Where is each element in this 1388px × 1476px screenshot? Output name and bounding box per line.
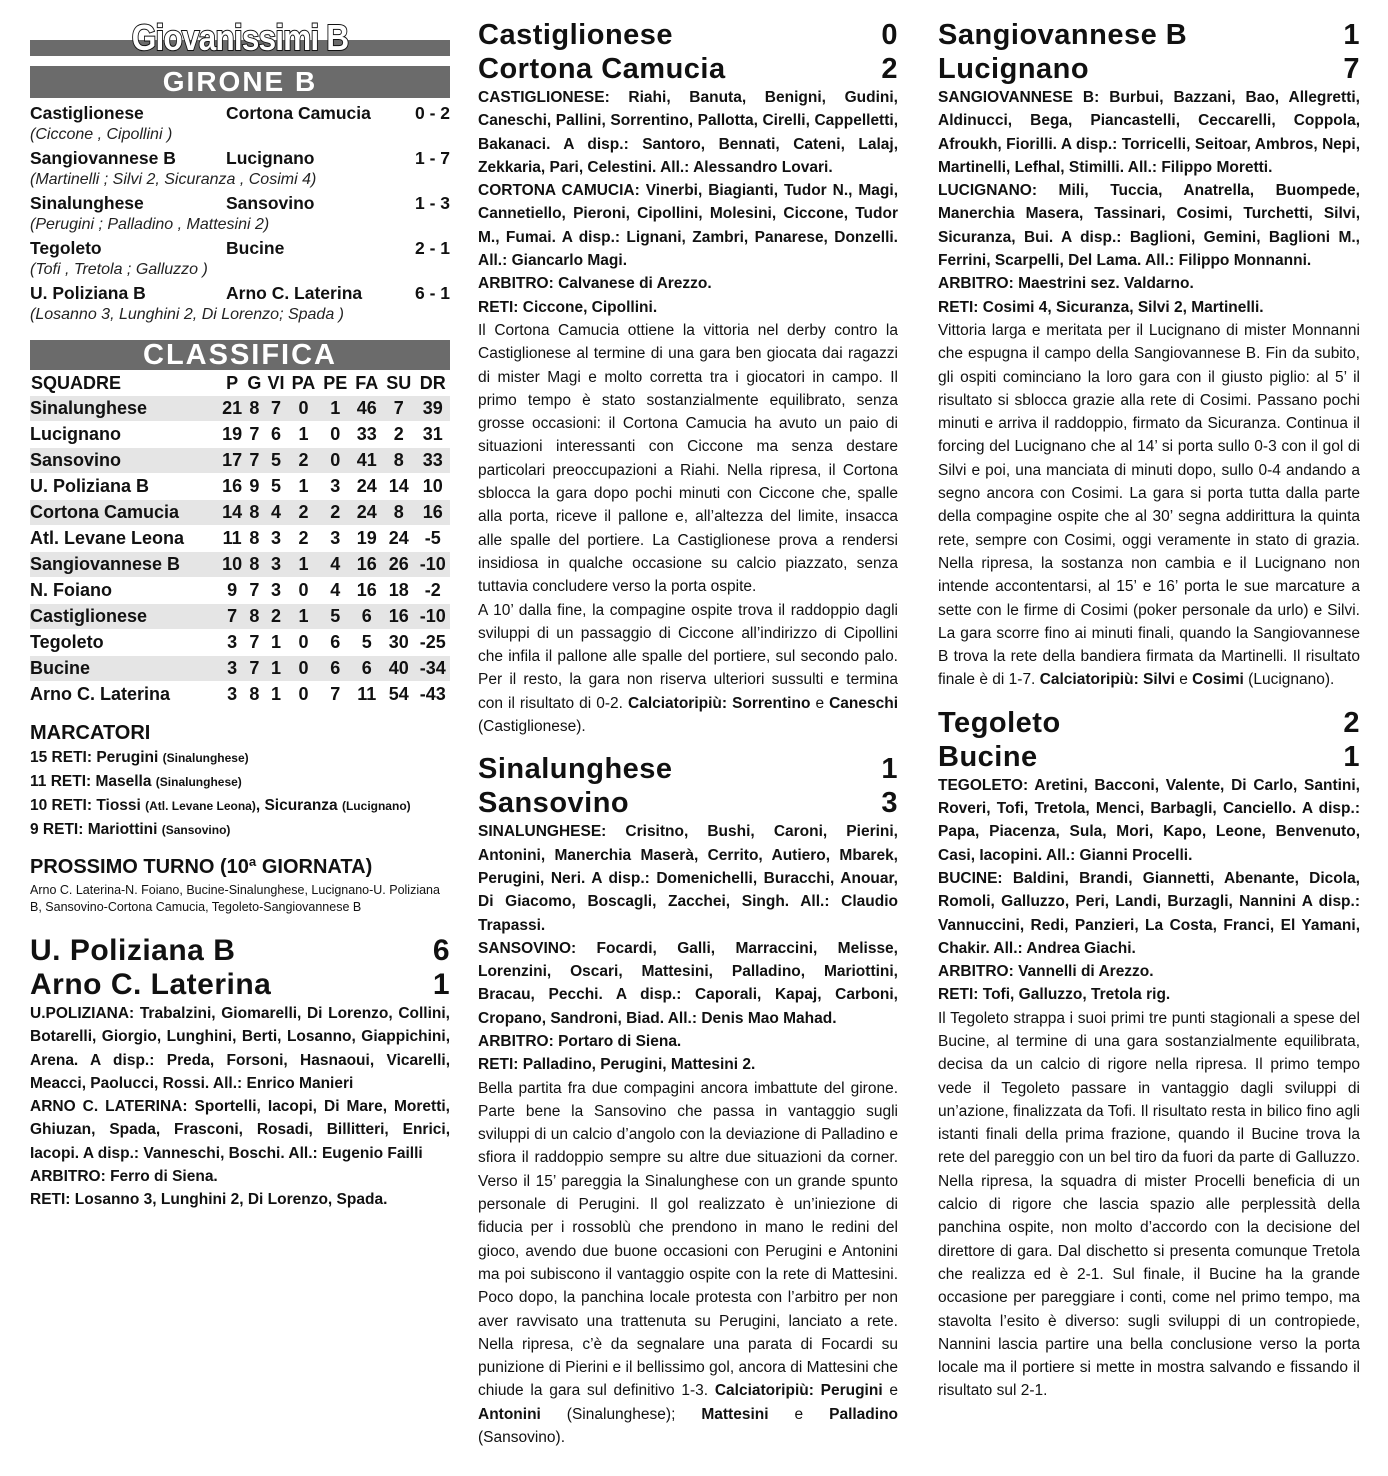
stat-cell: 9: [220, 578, 245, 604]
stat-cell: 0: [288, 630, 320, 656]
conj: e: [1174, 671, 1193, 689]
team-name: Sangiovannese B: [30, 552, 220, 578]
marcatori-line: [30, 770, 450, 794]
stat-cell: 7: [245, 422, 265, 448]
scorers: (Martinelli ; Silvi 2, Sicuranza , Cosimi 4): [30, 171, 317, 188]
match-report: Il Tegoleto strappa i suoi primi tre punti stagionali a spese del Bucine, al termine di una gara sostanzialmente equilibrata, decisa da un calcio di rigore nella ripresa. Il primo tempo vede il Tegoleto passare in vantaggio dagli sviluppi di un’azione, finalizzata da Tofi. Il risultato resta in bilico fino agli istanti finali della prima frazione, quando il Bucine trova la rete del pareggio con un bel tiro da fuori da parte di Galluzzo. Nella ripresa, la squadra di mister Procelli beneficia di un calcio di rigore che lascia spazio alle perplessità della panchina ospite, non molto d’accordo con la decisione del direttore di gara. Dal dischetto si presenta comunque Tretola che realizza ed è 2-1. Sul finale, il Bucine ha la grande occasione per pareggiare i conti, come nel primo tempo, ma stavolta l’esito è diverso: sugli sviluppi di un contropiede, Nannini lascia partire una bella conclusione verso la porta locale ma il portiere si mette in mostra salvando e fissando il risultato sul 2-1.: [938, 1009, 1360, 1400]
stat-cell: 3: [264, 578, 287, 604]
col-header: DR: [419, 372, 446, 393]
reti: RETI: Palladino, Perugini, Mattesini 2.: [478, 1056, 756, 1074]
match-report: Il Cortona Camucia ottiene la vittoria nel derby contro la Castiglionese al termine di una gara ben giocata dai ragazzi di mister Magi e molto corretta tra i giocatori in campo. Il primo tempo è stato sostanzialmente equilibrato, senza grosse occasioni: il Cortona Camucia ha avuto un paio di situazioni interessanti con Ciccone ma senza destare particolari preoccupazioni a Riahi. Nella ripresa, il Cortona sblocca la gara dopo pochi minuti con Ciccone che, spalle alla porta, riceve il pallone e, all’altezza del limite, insacca alle spalle del portiere. La Castiglionese prova a rendersi insidiosa in qualche occasione su calcio piazzato, senza tuttavia concludere verso la porta ospite.: [478, 321, 898, 596]
player: Cosimi: [1192, 671, 1244, 689]
away-team: Lucignano: [938, 53, 1090, 85]
report-text: A 10’ dalla fine, la compagine ospite trova il raddoppio dagli sviluppi di un passaggio di Ciccone all’indirizzo di Cipollini che infila il pallone alle spalle del portiere, sul secondo palo. Per il resto, la gara non riserva ulteriori sussulti e termina con il risultato di 0-2.: [478, 601, 898, 712]
stat-cell: 2: [319, 500, 351, 526]
stat-cell: 6: [319, 630, 351, 656]
stat-cell: 0: [288, 578, 320, 604]
standings-row: [30, 630, 450, 656]
away-team: Cortona Camucia: [478, 53, 726, 85]
stat-cell: 0: [288, 682, 320, 708]
home-score: 6: [432, 934, 450, 967]
score: 0 - 2: [414, 103, 450, 123]
home-score: 1: [881, 753, 898, 786]
stat-cell: 33: [415, 448, 450, 474]
away-team: Arno C. Laterina: [226, 283, 363, 303]
game-header: [938, 706, 1360, 740]
stat-cell: 24: [382, 526, 415, 552]
marcatore-team: (Sinalunghese): [162, 751, 249, 765]
stat-cell: 2: [288, 448, 320, 474]
marcatore: 15 RETI: Perugini: [30, 749, 163, 766]
stat-cell: 19: [220, 422, 245, 448]
home-team: Sangiovannese B: [30, 148, 176, 168]
lineup-home: U.POLIZIANA: Trabalzini, Giomarelli, Di Lorenzo, Collini, Botarelli, Giorgio, Lunghini, Berti, Losanno, Giappichini, Arena. A disp.: Preda, Forsoni, Hasnaoui, Vicarelli, Meacci, Paolucci, Rossi. All.: Enrico Manieri: [30, 1005, 450, 1092]
stat-cell: 26: [382, 552, 415, 578]
stat-cell: 8: [382, 500, 415, 526]
stat-cell: 16: [382, 604, 415, 630]
stat-cell: -34: [415, 656, 450, 682]
player: Palladino: [829, 1405, 899, 1423]
stat-cell: 6: [319, 656, 351, 682]
away-score: 7: [1343, 53, 1360, 85]
standings-table: [30, 370, 450, 708]
home-score: 2: [1343, 706, 1360, 739]
score: 1 - 3: [414, 193, 450, 213]
report-text: Vittoria larga e meritata per il Lucignano di mister Monnanni che espugna il campo della Sangiovannese B. Fin da subito, gli ospiti cominciano la loro gara con il giusto piglio: al 5’ il risultato si sblocca grazie alla rete di Cosimi. Passano pochi minuti e arriva il raddoppio, firmato da Sicuranza. Continua il forcing del Lucignano che al 14’ si porta sullo 0-3 con il gol di Silvi e poi, una manciata di minuti dopo, sullo 0-4 andando a segno ancora con Cosimi. La gara si porta tutta dalla parte della compagine ospite che al 30’ segna addirittura la quinta rete, sempre con Cosimi, oggi veramente in stato di grazia. Nella ripresa, la sostanza non cambia e il Lucignano non intende accontentarsi, al 15’ e 16’ porta le sue marcature a sette con le firme di Cosimi (poker personale da urlo) e Silvi. La gara scorre fino ai minuti finali, quando la Sangiovannese B trova la rete della bandiera firmata da Martinelli. Il risultato finale è di 1-7.: [938, 321, 1360, 689]
reti: RETI: Cosimi 4, Sicuranza, Silvi 2, Martinelli.: [938, 298, 1264, 316]
classifica-header: CLASSIFICA: [30, 340, 450, 370]
stat-cell: 8: [245, 500, 265, 526]
marcatori-line: [30, 746, 450, 770]
stat-cell: 8: [245, 552, 265, 578]
home-team: Castiglionese: [478, 19, 674, 51]
team-name: Sansovino: [30, 448, 220, 474]
col-header: G: [247, 372, 262, 393]
away-team: Bucine: [226, 238, 285, 258]
team: (Castiglionese).: [478, 718, 586, 736]
stat-cell: 10: [415, 474, 450, 500]
game-header: [938, 740, 1360, 774]
stat-cell: -10: [415, 604, 450, 630]
stat-cell: 1: [264, 682, 287, 708]
prossimo-turno-title: PROSSIMO TURNO (10ª GIORNATA): [30, 856, 373, 878]
marcatore-team: (Lucignano): [341, 799, 411, 813]
stat-cell: 7: [245, 656, 265, 682]
stat-cell: 7: [220, 604, 245, 630]
team: (Sansovino).: [478, 1429, 566, 1447]
marcatore: , Sicuranza: [255, 797, 342, 814]
home-team: Sinalunghese: [30, 193, 144, 213]
arbitro: ARBITRO: Vannelli di Arezzo.: [938, 963, 1154, 981]
stat-cell: 6: [351, 604, 382, 630]
score: 1 - 7: [414, 148, 450, 168]
stat-cell: 5: [351, 630, 382, 656]
stat-cell: 0: [288, 656, 320, 682]
arbitro: ARBITRO: Maestrini sez. Valdarno.: [938, 275, 1194, 293]
standings-row: [30, 422, 450, 448]
calciatoripiu-label: Calciatoripiù:: [628, 694, 728, 712]
stat-cell: 3: [319, 474, 351, 500]
marcatore: 10 RETI: Tiossi: [30, 797, 146, 814]
team-name: Bucine: [30, 656, 220, 682]
home-team: U. Poliziana B: [30, 283, 146, 303]
score: 6 - 1: [414, 283, 450, 303]
stat-cell: 5: [319, 604, 351, 630]
stat-cell: 3: [220, 656, 245, 682]
away-team: Bucine: [938, 740, 1038, 773]
lineup-away: BUCINE: Baldini, Brandi, Giannetti, Abenante, Dicola, Romoli, Galluzzo, Peri, Landi, Burzagli, Nannini A disp.: Vannuccini, Redi, Panzieri, La Costa, Franci, El Yamani, Chakir. All.: Andrea Giachi.: [938, 869, 1360, 957]
scorers: (Tofi , Tretola ; Galluzzo ): [30, 261, 208, 278]
marcatore: 9 RETI: Mariottini: [30, 821, 162, 838]
score: 2 - 1: [414, 238, 450, 258]
home-team: Castiglionese: [30, 103, 144, 123]
stat-cell: 8: [382, 448, 415, 474]
team-name: Tegoleto: [30, 630, 220, 656]
standings-row: [30, 526, 450, 552]
standings-row: [30, 448, 450, 474]
stat-cell: 8: [245, 604, 265, 630]
game-header: [30, 968, 450, 1002]
lineup-home: TEGOLETO: Aretini, Bacconi, Valente, Di Carlo, Santini, Roveri, Tofi, Tretola, Menci, Barbagli, Canciello. A disp.: Papa, Piacenza, Sula, Mori, Kapo, Leone, Benvenuto, Casi, Iacopini. All.: Gianni Procelli.: [938, 776, 1360, 864]
stat-cell: 30: [382, 630, 415, 656]
away-score: 1: [1343, 740, 1360, 773]
reti: RETI: Losanno 3, Lunghini 2, Di Lorenzo, Spada.: [30, 1191, 388, 1209]
stat-cell: 9: [245, 474, 265, 500]
game-header: [478, 752, 898, 786]
stat-cell: 2: [288, 526, 320, 552]
result-row: [30, 282, 450, 304]
game-header: [938, 52, 1360, 86]
stat-cell: 14: [382, 474, 415, 500]
reti: RETI: Tofi, Galluzzo, Tretola rig.: [938, 986, 1171, 1004]
stat-cell: 46: [351, 396, 382, 422]
stat-cell: 6: [351, 656, 382, 682]
stat-cell: 39: [415, 396, 450, 422]
col-header: PA: [291, 372, 316, 393]
game-header: [30, 934, 450, 968]
standings-row: [30, 500, 450, 526]
game-header: [478, 18, 898, 52]
marcatore-team: (Sinalunghese): [155, 775, 242, 789]
stat-cell: 7: [382, 396, 415, 422]
conj: e: [768, 1405, 830, 1423]
stat-cell: 1: [319, 396, 351, 422]
lineup-home: SANGIOVANNESE B: Burbui, Bazzani, Bao, Allegretti, Aldinucci, Bega, Piancastelli, Ceccarelli, Coppola, Afroukh, Fiorilli. A disp.: Torricelli, Seitoar, Ambros, Nepi, Martinelli, Lefhal, Stimilli. All.: Filippo Moretti.: [938, 89, 1360, 176]
arbitro: ARBITRO: Ferro di Siena.: [30, 1168, 218, 1186]
game-header: [938, 18, 1360, 52]
stat-cell: 16: [415, 500, 450, 526]
conj: e: [810, 694, 830, 712]
standings-row: [30, 578, 450, 604]
lineup-home: CASTIGLIONESE: Riahi, Banuta, Benigni, Gudini, Caneschi, Pallini, Sorrentino, Pallotta, Cirelli, Cappelletti, Bakanaci. A disp.: Santoro, Bennati, Cateni, Lalaj, Zekkaria, Pari, Celestini. All.: Alessandro Lovari.: [478, 89, 898, 176]
stat-cell: 18: [382, 578, 415, 604]
stat-cell: 4: [319, 552, 351, 578]
stat-cell: -5: [415, 526, 450, 552]
stat-cell: 0: [319, 422, 351, 448]
team-name: Arno C. Laterina: [30, 682, 220, 708]
lineup-away: ARNO C. LATERINA: Sportelli, Iacopi, Di Mare, Moretti, Ghiuzan, Spada, Frasconi, Rosadi, Billitteri, Enrici, Iacopi. A disp.: Vanneschi, Boschi. All.: Eugenio Failli: [30, 1098, 450, 1162]
stat-cell: 2: [288, 500, 320, 526]
away-team: Cortona Camucia: [226, 103, 371, 123]
player: Silvi: [1143, 671, 1175, 689]
marcatori-title: MARCATORI: [30, 722, 151, 744]
marcatore: 11 RETI: Masella: [30, 773, 156, 790]
stat-cell: 1: [288, 474, 320, 500]
stat-cell: 1: [288, 552, 320, 578]
stat-cell: 8: [245, 526, 265, 552]
lineup-away: CORTONA CAMUCIA: Vinerbi, Biagianti, Tudor N., Magi, Cannetiello, Pieroni, Cipollini, Molesini, Ciccone, Tudor M., Fumai. A disp.: Lignani, Zambri, Panarese, Donzelli. All.: Giancarlo Magi.: [478, 182, 898, 270]
stat-cell: 16: [351, 578, 382, 604]
stat-cell: 2: [264, 604, 287, 630]
away-team: Sansovino: [226, 193, 315, 213]
stat-cell: 8: [245, 396, 265, 422]
stat-cell: 3: [220, 630, 245, 656]
standings-row: [30, 396, 450, 422]
stat-cell: 3: [220, 682, 245, 708]
away-team: Arno C. Laterina: [30, 968, 272, 1001]
away-score: 1: [432, 968, 450, 1001]
scorers: (Perugini ; Palladino , Mattesini 2): [30, 216, 270, 233]
stat-cell: 16: [351, 552, 382, 578]
away-team: Sansovino: [478, 787, 630, 820]
team-name: Sinalunghese: [30, 396, 220, 422]
page-title: Giovanissimi B: [131, 17, 349, 58]
stat-cell: 2: [382, 422, 415, 448]
stat-cell: 33: [351, 422, 382, 448]
section-title: [30, 18, 450, 58]
player: Perugini: [820, 1382, 883, 1400]
stat-cell: 11: [220, 526, 245, 552]
stat-cell: 10: [220, 552, 245, 578]
match-report: [478, 1077, 898, 1450]
stat-cell: 3: [319, 526, 351, 552]
stat-cell: 4: [319, 578, 351, 604]
home-team: Tegoleto: [938, 706, 1061, 739]
standings-body: [30, 396, 450, 708]
marcatore-team: (Sansovino): [161, 823, 231, 837]
home-score: 1: [1343, 19, 1360, 51]
player: Sorrentino: [732, 694, 811, 712]
team-name: Lucignano: [30, 422, 220, 448]
stat-cell: 0: [319, 448, 351, 474]
stat-cell: 5: [264, 448, 287, 474]
stat-cell: 1: [264, 656, 287, 682]
col-header: FA: [355, 372, 379, 393]
col-header: PE: [323, 372, 348, 393]
standings-row: [30, 604, 450, 630]
lineup-away: SANSOVINO: Focardi, Galli, Marraccini, Melisse, Lorenzini, Oscari, Mattesini, Palladino, Mariottini, Bracau, Pecchi. A disp.: Caporali, Kapaj, Carboni, Cropano, Sandroni, Biad. All.: Denis Mao Mahad.: [478, 939, 898, 1027]
team-name: U. Poliziana B: [30, 474, 220, 500]
col-header: SQUADRE: [31, 372, 122, 393]
marcatore-team: (Atl. Levane Leona): [145, 799, 256, 813]
stat-cell: 7: [245, 448, 265, 474]
arbitro: ARBITRO: Portaro di Siena.: [478, 1032, 682, 1050]
stat-cell: -43: [415, 682, 450, 708]
stat-cell: 14: [220, 500, 245, 526]
stat-cell: 54: [382, 682, 415, 708]
stat-cell: 40: [382, 656, 415, 682]
stat-cell: 1: [288, 422, 320, 448]
results-list: [30, 102, 450, 326]
team: (Sinalunghese);: [540, 1405, 702, 1423]
col-header: SU: [386, 372, 412, 393]
player: Caneschi: [829, 694, 899, 712]
col-header: VI: [267, 372, 285, 393]
stat-cell: 5: [264, 474, 287, 500]
away-score: 2: [881, 53, 898, 85]
col-header: P: [226, 372, 239, 393]
team: (Lucignano).: [1243, 671, 1335, 689]
middle-column: [478, 18, 898, 1449]
stat-cell: 6: [264, 422, 287, 448]
prossimo-turno-text: Arno C. Laterina-N. Foiano, Bucine-Sinalunghese, Lucignano-U. Poliziana B, Sansovino-Cortona Camucia, Tegoleto-Sangiovannese B: [30, 883, 440, 914]
marcatori-list: [30, 746, 450, 842]
right-column: [938, 18, 1360, 1403]
lineup-away: LUCIGNANO: Mili, Tuccia, Anatrella, Buompede, Manerchia Masera, Tassinari, Cosimi, Turchetti, Silvi, Sicuranza, Bui. A disp.: Baglioni, Gemini, Baglioni M., Ferrini, Scarpelli, Del Lama. All.: Filippo Monnanni.: [938, 182, 1360, 270]
stat-cell: 0: [288, 396, 320, 422]
home-team: Sinalunghese: [478, 753, 673, 786]
game-header: [478, 786, 898, 820]
team-name: Atl. Levane Leona: [30, 526, 220, 552]
away-team: Lucignano: [226, 148, 315, 168]
stat-cell: 3: [264, 526, 287, 552]
lineup-home: SINALUNGHESE: Crisitno, Bushi, Caroni, Pierini, Antonini, Manerchia Maserà, Cerrito, Autiero, Mbarek, Perugini, Neri. A disp.: Domenichelli, Buracchi, Anouar, Di Giacomo, Boscagli, Zacchei, Singh. All.: Claudio Trapassi.: [478, 823, 898, 934]
standings-row: [30, 656, 450, 682]
scorers: (Ciccone , Cipollini ): [30, 126, 173, 143]
home-score: 0: [881, 19, 898, 51]
stat-cell: 11: [351, 682, 382, 708]
result-row: [30, 147, 450, 169]
calciatoripiu-label: Calciatoripiù:: [1039, 671, 1139, 689]
stat-cell: 24: [351, 474, 382, 500]
team-name: N. Foiano: [30, 578, 220, 604]
stat-cell: 1: [264, 630, 287, 656]
stat-cell: -2: [415, 578, 450, 604]
marcatori-line: [30, 818, 450, 842]
home-team: U. Poliziana B: [30, 934, 236, 967]
away-score: 3: [881, 787, 898, 820]
marcatori-line: [30, 794, 450, 818]
stat-cell: 24: [351, 500, 382, 526]
player: Mattesini: [701, 1405, 769, 1423]
reti: RETI: Ciccone, Cipollini.: [478, 298, 658, 316]
match-report: [478, 599, 898, 739]
standings-header-row: [30, 370, 450, 396]
result-row: [30, 237, 450, 259]
stat-cell: 4: [264, 500, 287, 526]
stat-cell: 21: [220, 396, 245, 422]
stat-cell: 1: [288, 604, 320, 630]
scorers: (Losanno 3, Lunghini 2, Di Lorenzo; Spada ): [30, 306, 344, 323]
result-row: [30, 102, 450, 124]
stat-cell: -25: [415, 630, 450, 656]
conj: e: [882, 1382, 898, 1400]
game-header: [478, 52, 898, 86]
standings-row: [30, 552, 450, 578]
team-name: Cortona Camucia: [30, 500, 220, 526]
calciatoripiu-label: Calciatoripiù:: [714, 1382, 814, 1400]
standings-row: [30, 682, 450, 708]
stat-cell: 16: [220, 474, 245, 500]
standings-row: [30, 474, 450, 500]
stat-cell: 8: [245, 682, 265, 708]
team-name: Castiglionese: [30, 604, 220, 630]
stat-cell: 7: [264, 396, 287, 422]
stat-cell: 3: [264, 552, 287, 578]
stat-cell: 7: [319, 682, 351, 708]
girone-header: GIRONE B: [30, 66, 450, 98]
player: Antonini: [478, 1405, 541, 1423]
report-text: Bella partita fra due compagini ancora imbattute del girone. Parte bene la Sansovino che passa in vantaggio sugli sviluppi di un calcio d’angolo con la deviazione di Palladino e sfiora il raddoppio sempre su altre due situazioni da corner. Verso il 15’ pareggia la Sinalunghese con un grande spunto personale di Perugini. Il gol realizzato è un’iniezione di fiducia per i rossoblù che prendono in mano le redini del gioco, avendo due buone occasioni con Perugini e Antonini ma poi subiscono il vantaggio ospite con la rete di Mattesini. Poco dopo, la panchina locale protesta con l’arbitro per non aver ravvisato una trattenuta su Perugini, lanciato a rete. Nella ripresa, c’è da segnalare una parata di Focardi su punizione di Pierini e il bellissimo gol, ancora di Mattesini che chiude la gara sul definitivo 1-3.: [478, 1079, 898, 1400]
stat-cell: 19: [351, 526, 382, 552]
home-team: Sangiovannese B: [938, 19, 1188, 51]
arbitro: ARBITRO: Calvanese di Arezzo.: [478, 275, 712, 293]
home-team: Tegoleto: [30, 238, 102, 258]
stat-cell: 31: [415, 422, 450, 448]
stat-cell: 41: [351, 448, 382, 474]
left-column: [30, 18, 450, 1212]
stat-cell: 7: [245, 630, 265, 656]
match-report: [938, 319, 1360, 692]
stat-cell: 7: [245, 578, 265, 604]
result-row: [30, 192, 450, 214]
stat-cell: -10: [415, 552, 450, 578]
stat-cell: 17: [220, 448, 245, 474]
